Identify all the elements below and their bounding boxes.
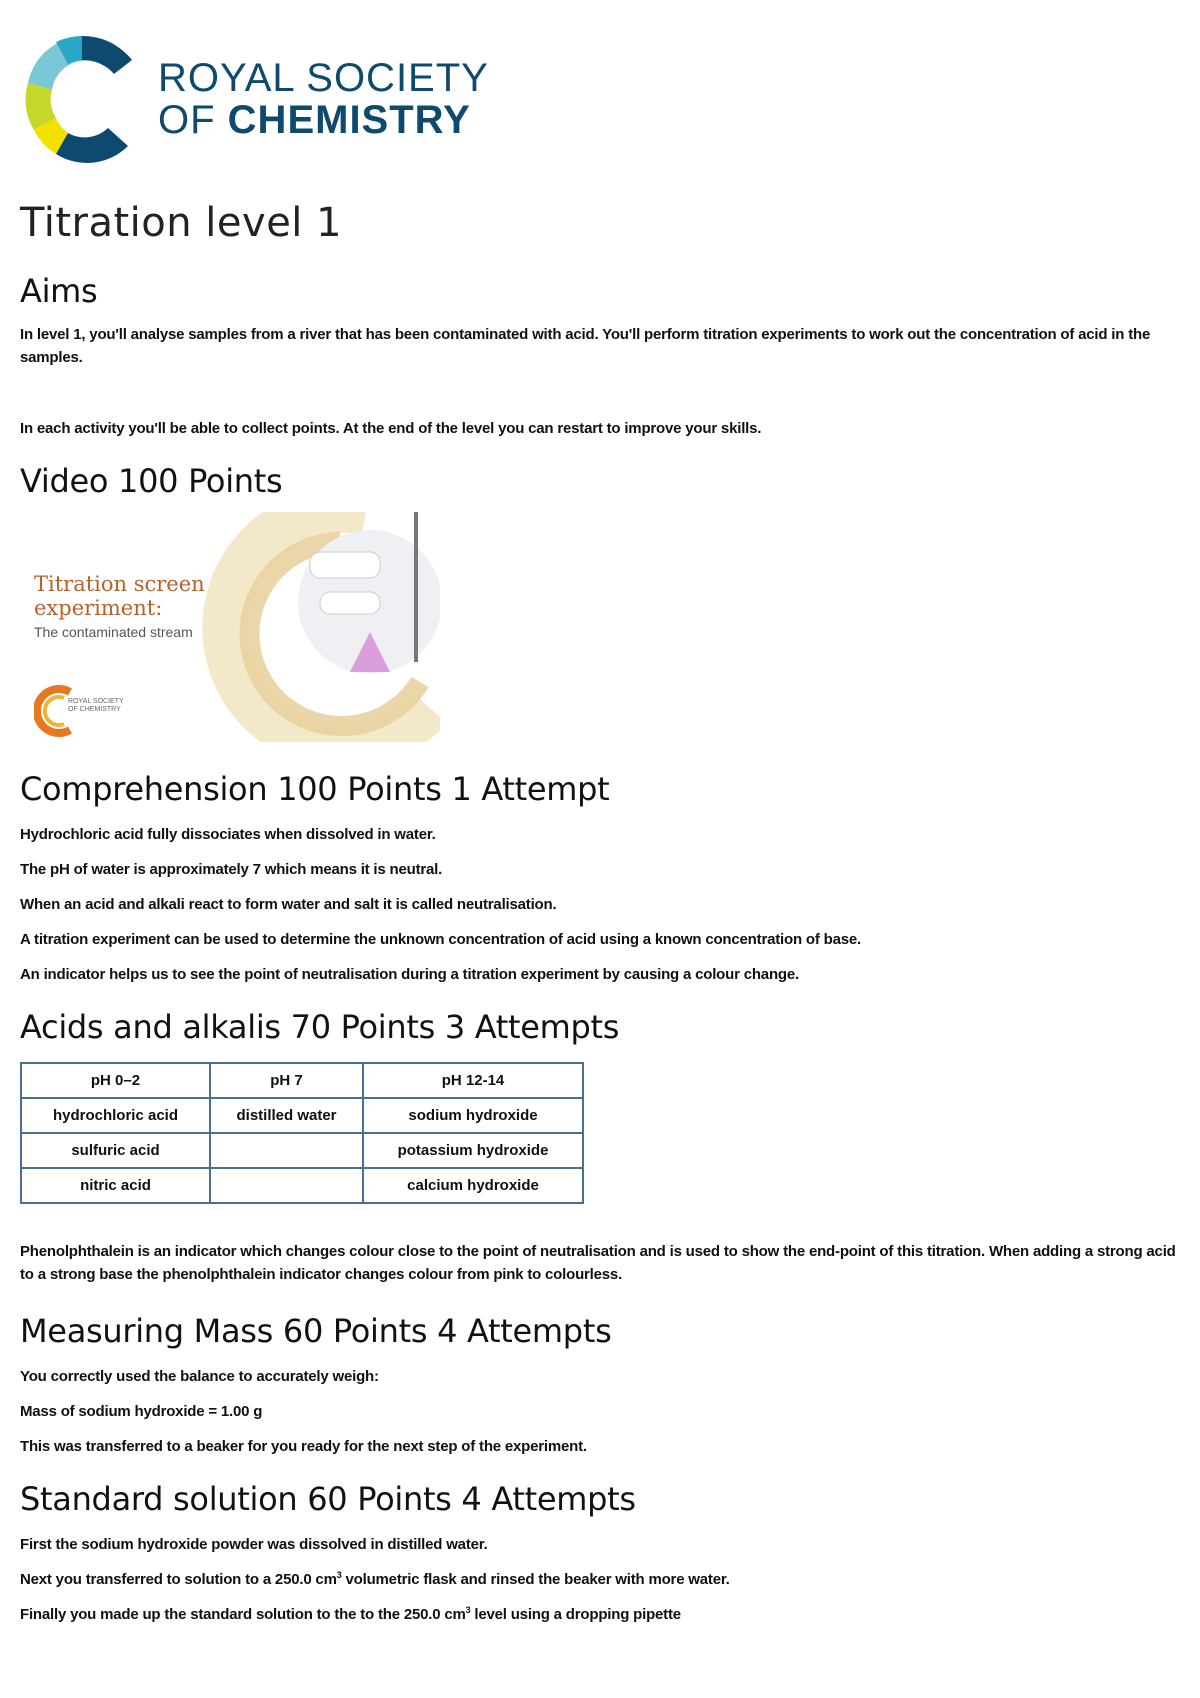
- ph-table-header: pH 7: [210, 1063, 363, 1098]
- video-thumb-subtitle: The contaminated stream: [34, 624, 193, 640]
- table-row: [21, 1168, 583, 1203]
- comprehension-line: A titration experiment can be used to determine the unknown concentration of acid using a known concentration of base.: [20, 931, 861, 948]
- aims-paragraph-2: In each activity you'll be able to collect points. At the end of the level you can restart to improve your skills.: [20, 420, 762, 437]
- table-cell: calcium hydroxide: [363, 1168, 583, 1203]
- table-cell: sulfuric acid: [21, 1133, 210, 1168]
- comprehension-heading: Comprehension 100 Points 1 Attempt: [20, 770, 610, 808]
- comprehension-line: Hydrochloric acid fully dissociates when dissolved in water.: [20, 826, 436, 843]
- ph-table: [20, 1062, 584, 1204]
- page-title: Titration level 1: [20, 200, 343, 246]
- standard-line-3: [20, 1603, 1185, 1626]
- video-thumb-logo-line-1: ROYAL SOCIETY: [68, 698, 124, 705]
- table-cell: distilled water: [210, 1098, 363, 1133]
- table-cell: [210, 1168, 363, 1203]
- standard-line-3-text-end: level using a dropping pipette: [470, 1606, 681, 1623]
- aims-paragraph-1: In level 1, you'll analyse samples from a river that has been contaminated with acid. You'll perform titration experiments to work out the concentration of acid in the samples.: [20, 326, 1151, 366]
- video-thumb-logo-text: [68, 698, 124, 714]
- comprehension-line: The pH of water is approximately 7 which means it is neutral.: [20, 861, 443, 878]
- mass-heading: Measuring Mass 60 Points 4 Attempts: [20, 1312, 612, 1350]
- table-cell: nitric acid: [21, 1168, 210, 1203]
- table-cell: hydrochloric acid: [21, 1098, 210, 1133]
- video-heading: Video 100 Points: [20, 462, 283, 500]
- standard-line-2-text: Next you transferred to solution to a 250.0 cm: [20, 1571, 337, 1588]
- mass-line: Mass of sodium hydroxide = 1.00 g: [20, 1403, 263, 1420]
- table-row: [21, 1133, 583, 1168]
- video-thumb-title-line-2: experiment:: [34, 596, 163, 620]
- video-thumbnail[interactable]: [10, 512, 440, 742]
- video-thumb-title-line-1: Titration screen: [34, 572, 205, 596]
- superscript-3: 3: [465, 1605, 471, 1615]
- video-thumb-logo-line-2: OF CHEMISTRY: [68, 706, 121, 713]
- video-thumb-title: [34, 572, 205, 620]
- phenolphthalein-note: Phenolphthalein is an indicator which changes colour close to the point of neutralisation and is used to show the end-point of this titration. When adding a strong acid to a strong base the phenolphthalein indicator changes colour from pink to colourless.: [20, 1243, 1176, 1283]
- logo-line-2-prefix: OF: [158, 98, 228, 142]
- logo-line-2-bold: CHEMISTRY: [227, 98, 471, 142]
- mass-line: This was transferred to a beaker for you ready for the next step of the experiment.: [20, 1438, 587, 1455]
- table-cell: potassium hydroxide: [363, 1133, 583, 1168]
- standard-line-2-text-end: volumetric flask and rinsed the beaker with more water.: [341, 1571, 730, 1588]
- acids-heading: Acids and alkalis 70 Points 3 Attempts: [20, 1008, 620, 1046]
- logo-line-1: ROYAL SOCIETY: [158, 56, 489, 100]
- superscript-3: 3: [336, 1570, 342, 1580]
- rsc-logo: [16, 28, 496, 168]
- mass-line: You correctly used the balance to accurately weigh:: [20, 1368, 379, 1385]
- aims-heading: Aims: [20, 272, 98, 310]
- rsc-logo-mark: [16, 28, 146, 168]
- standard-heading: Standard solution 60 Points 4 Attempts: [20, 1480, 636, 1518]
- table-row: [21, 1098, 583, 1133]
- ph-table-header: pH 12-14: [363, 1063, 583, 1098]
- table-cell: sodium hydroxide: [363, 1098, 583, 1133]
- comprehension-line: When an acid and alkali react to form water and salt it is called neutralisation.: [20, 896, 557, 913]
- standard-line-2: [20, 1568, 1185, 1591]
- ph-table-header-row: [21, 1063, 583, 1098]
- logo-line-2: [158, 100, 489, 140]
- table-cell: [210, 1133, 363, 1168]
- ph-table-header: pH 0–2: [21, 1063, 210, 1098]
- comprehension-line: An indicator helps us to see the point of neutralisation during a titration experiment by causing a colour change.: [20, 966, 799, 983]
- standard-line-3-text: Finally you made up the standard solution to the to the 250.0 cm: [20, 1606, 466, 1623]
- standard-line-1: First the sodium hydroxide powder was dissolved in distilled water.: [20, 1536, 488, 1553]
- rsc-logo-text: [158, 58, 489, 140]
